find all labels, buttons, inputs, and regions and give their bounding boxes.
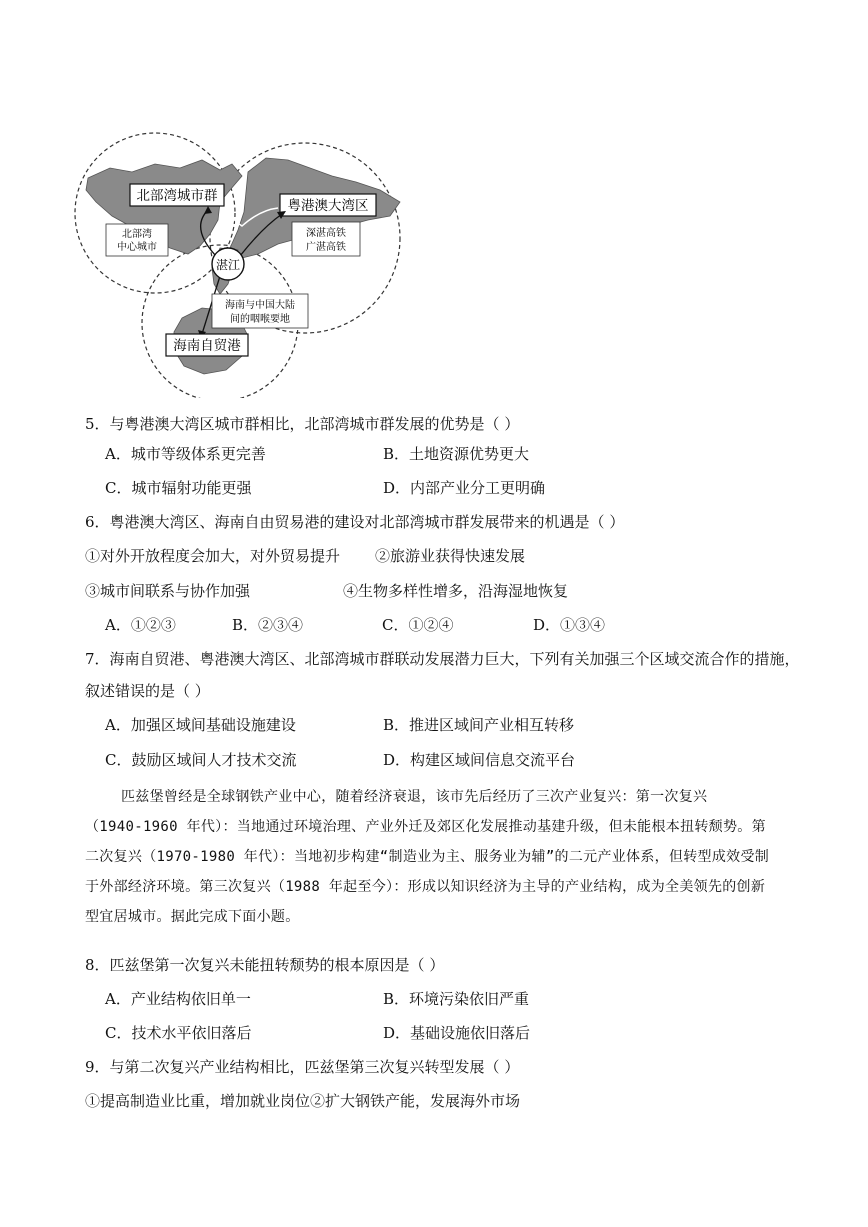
q5-option-a[interactable]: A．城市等级体系更完善 — [105, 445, 266, 463]
q7-option-d[interactable]: D．构建区域间信息交流平台 — [383, 751, 576, 769]
q7-stem-line1: 7．海南自贸港、粤港澳大湾区、北部湾城市群联动发展潜力巨大，下列有关加强三个区域交流合作的措施， — [85, 650, 800, 668]
passage-line-4: 于外部经济环境。第三次复兴（1988 年起至今）：形成以知识经济为主导的产业结构，成为全美领先的创新 — [85, 879, 766, 895]
beibuwan-center-line1: 北部湾 — [122, 229, 152, 240]
q7-option-a[interactable]: A．加强区域间基础设施建设 — [105, 716, 296, 734]
hainan-link-line1: 海南与中国大陆 — [225, 300, 295, 311]
q7-option-b[interactable]: B．推进区域间产业相互转移 — [383, 716, 575, 734]
beibuwan-center-line2: 中心城市 — [117, 242, 157, 253]
q5-option-b[interactable]: B．土地资源优势更大 — [383, 445, 530, 463]
q8-option-b[interactable]: B．环境污染依旧严重 — [383, 990, 530, 1008]
passage-line-1: 匹兹堡曾经是全球钢铁产业中心，随着经济衰退，该市先后经历了三次产业复兴：第一次复兴 — [121, 789, 708, 805]
q9-stem: 9．与第二次复兴产业结构相比，匹兹堡第三次复兴转型发展（ ） — [85, 1058, 520, 1076]
q5-option-c[interactable]: C．城市辐射功能更强 — [105, 479, 252, 497]
hainan-label: 海南自贸港 — [173, 338, 241, 354]
q6-statement-1: ①对外开放程度会加大，对外贸易提升 — [85, 547, 341, 565]
passage-line-3: 二次复兴（1970-1980 年代）：当地初步构建“制造业为主、服务业为辅”的二元产业体系，但转型成效受制 — [85, 849, 770, 865]
q8-option-d[interactable]: D．基础设施依旧落后 — [383, 1024, 531, 1042]
region-map — [70, 98, 410, 398]
rail-line1: 深湛高铁 — [306, 228, 346, 239]
q7-stem-line2: 叙述错误的是（ ） — [85, 682, 210, 700]
q5-stem: 5．与粤港澳大湾区城市群相比，北部湾城市群发展的优势是（ ） — [85, 415, 520, 433]
q5-option-d[interactable]: D．内部产业分工更明确 — [383, 479, 546, 497]
q6-option-a[interactable]: A．①②③ — [105, 616, 176, 634]
reading-passage — [85, 782, 785, 932]
beibuwan-label: 北部湾城市群 — [136, 188, 218, 204]
q7-option-c[interactable]: C．鼓励区域间人才技术交流 — [105, 751, 297, 769]
q6-statement-2: ②旅游业获得快速发展 — [375, 547, 526, 565]
q6-statement-4: ④生物多样性增多，沿海湿地恢复 — [343, 582, 569, 600]
q6-statement-3: ③城市间联系与协作加强 — [85, 582, 251, 600]
q6-option-b[interactable]: B．②③④ — [232, 616, 304, 634]
zhanjiang-label: 湛江 — [215, 258, 241, 272]
passage-line-5: 型宜居城市。据此完成下面小题。 — [85, 909, 300, 925]
q8-stem: 8．匹兹堡第一次复兴未能扭转颓势的根本原因是（ ） — [85, 956, 445, 974]
hainan-link-line2: 间的咽喉要地 — [230, 314, 290, 325]
q9-statements-1-2: ①提高制造业比重，增加就业岗位②扩大钢铁产能，发展海外市场 — [85, 1092, 521, 1110]
q6-option-d[interactable]: D．①③④ — [533, 616, 606, 634]
passage-line-2: （1940-1960 年代）：当地通过环境治理、产业外迁及郊区化发展推动基建升级，但未能根本扭转颓势。第 — [85, 819, 766, 835]
rail-line2: 广湛高铁 — [306, 242, 346, 253]
q6-stem: 6．粤港澳大湾区、海南自由贸易港的建设对北部湾城市群发展带来的机遇是（ ） — [85, 513, 625, 531]
q8-option-a[interactable]: A．产业结构依旧单一 — [105, 990, 251, 1008]
q8-option-c[interactable]: C．技术水平依旧落后 — [105, 1024, 252, 1042]
gba-label: 粤港澳大湾区 — [287, 198, 369, 214]
q6-option-c[interactable]: C．①②④ — [382, 616, 454, 634]
